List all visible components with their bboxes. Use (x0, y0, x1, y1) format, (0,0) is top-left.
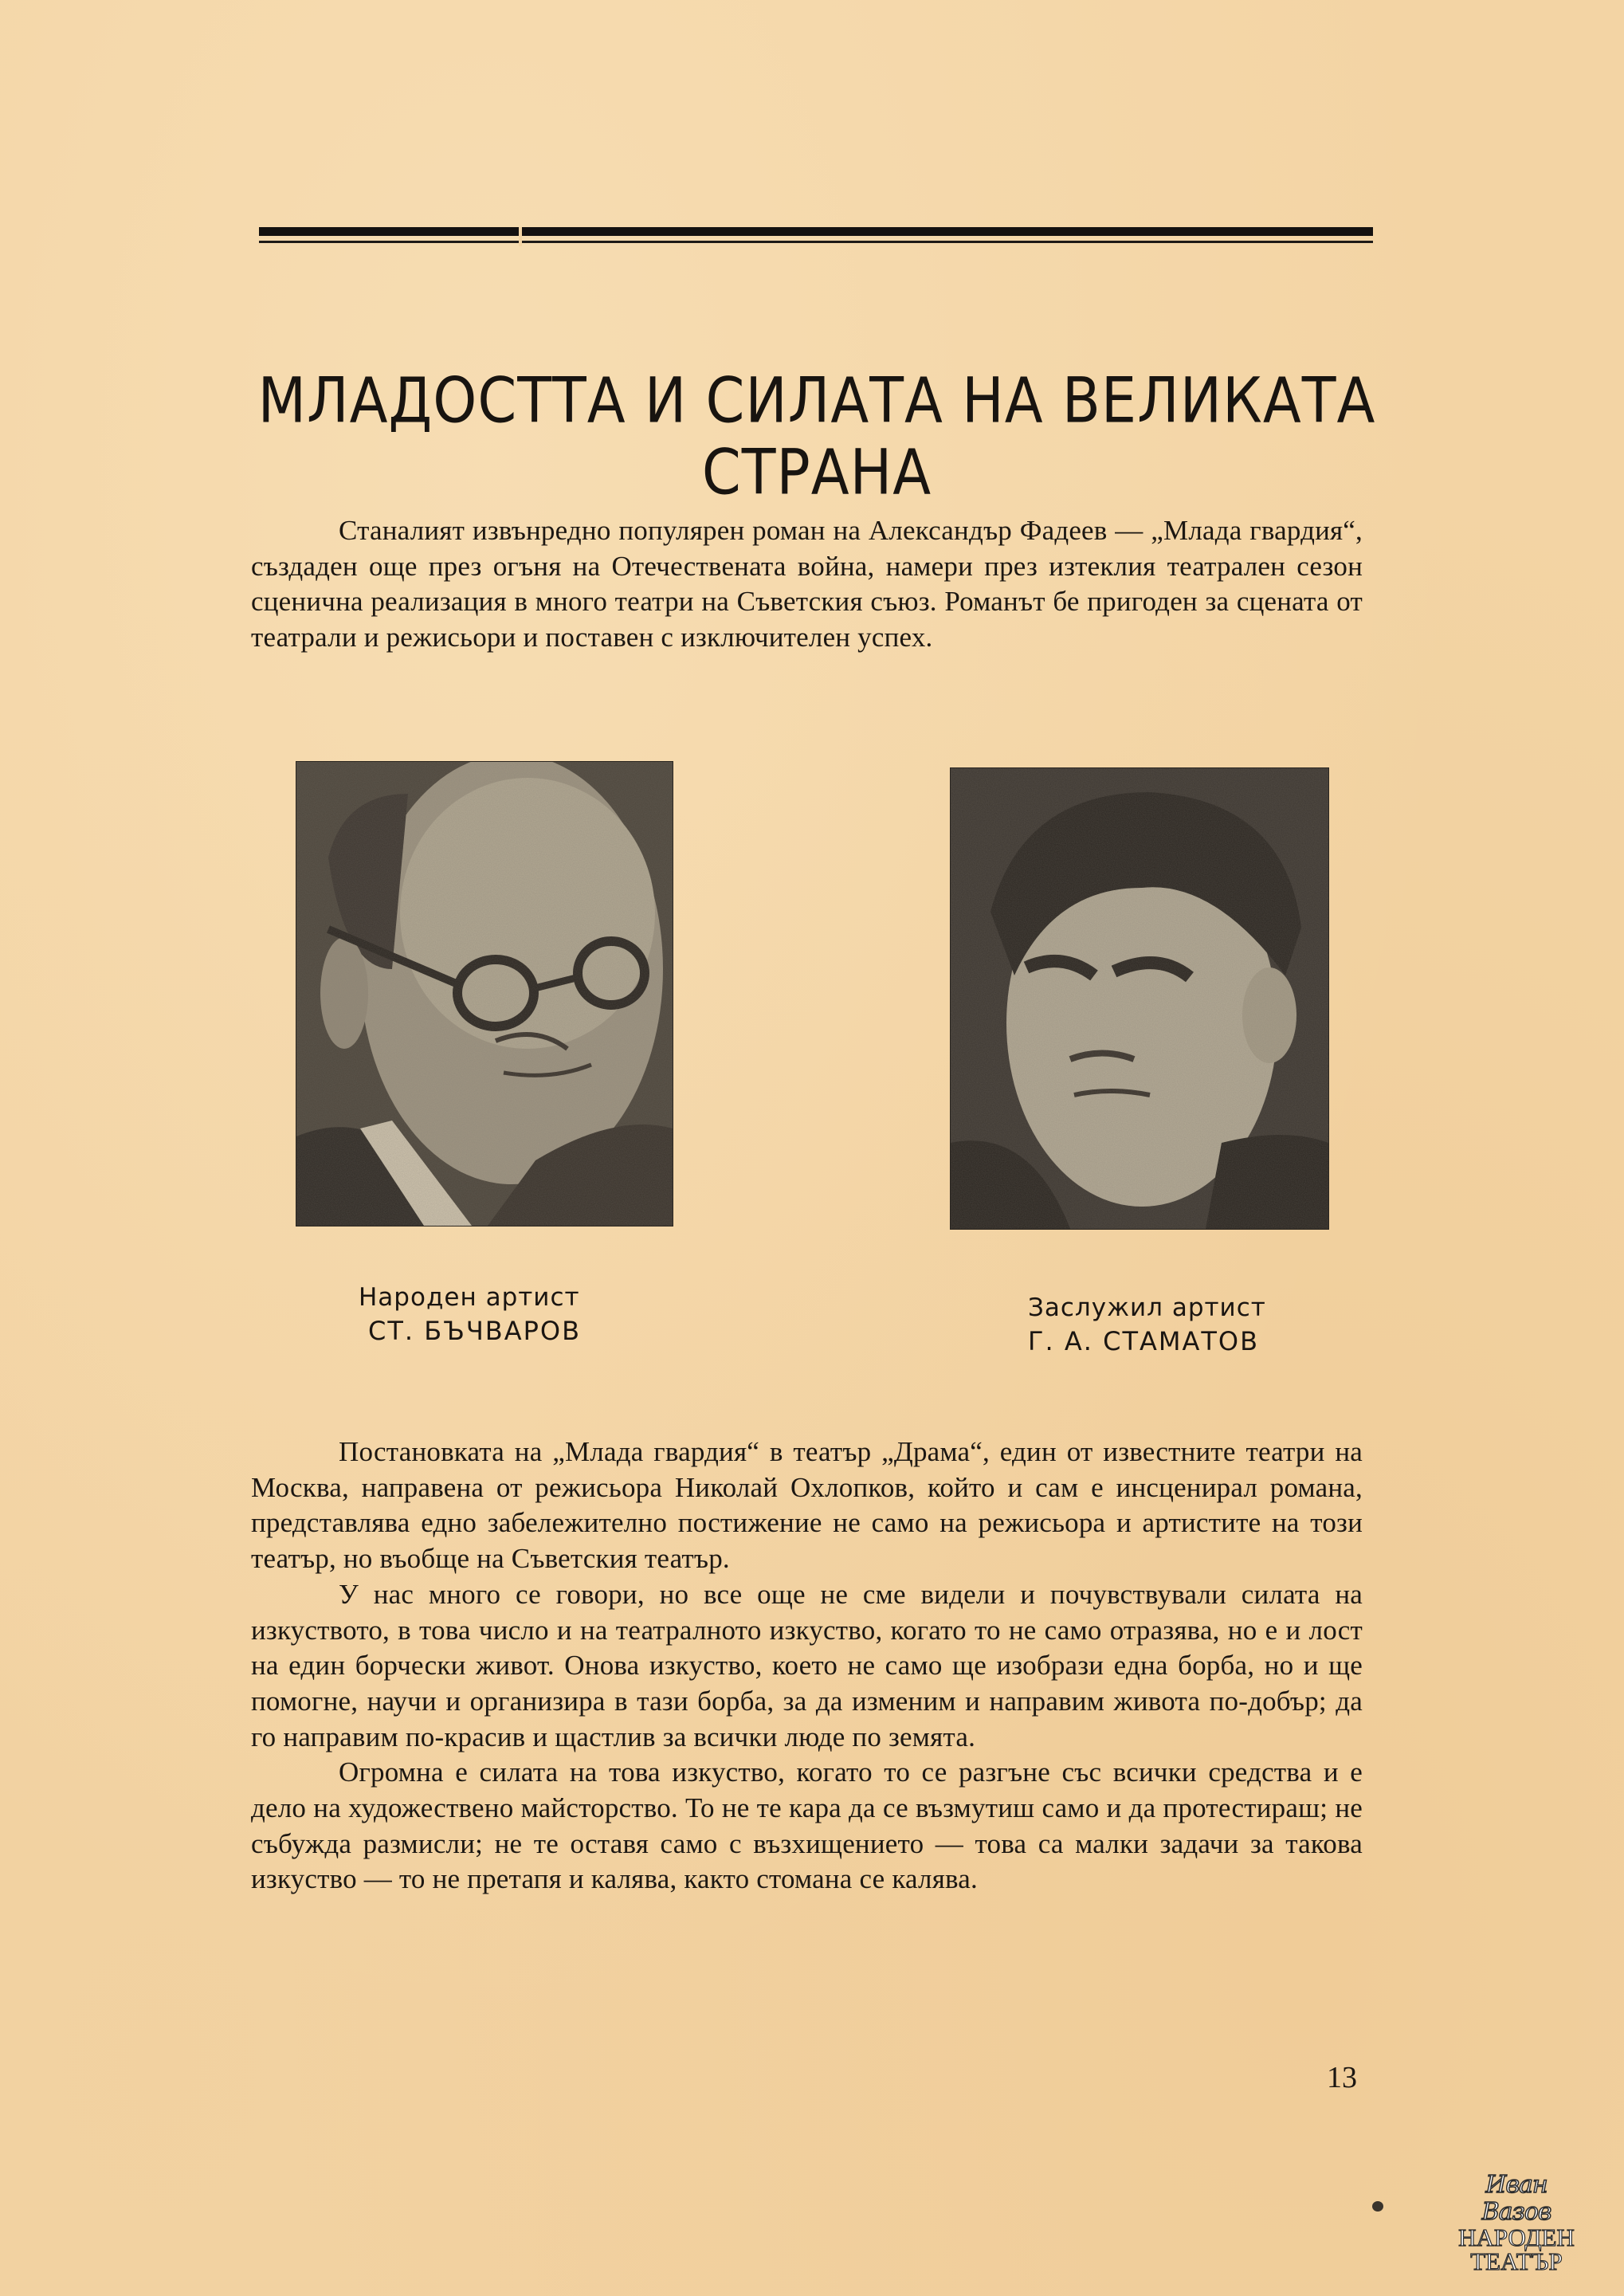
body-paragraph-3: Огромна е силата на това изкуство, когато то се разгъне със всички средства и е дело на художествено майсторство. То не те кара да се възмутиш само и да протестираш; не събужда размисли; не те оставя само с възхищението — това са малки задачи за такова изкуство — то не претапя и калява, както стомана се калява. (251, 1756, 1363, 1895)
watermark-logo (1449, 2172, 1584, 2274)
page-number: 13 (1327, 2061, 1357, 2094)
article-title (239, 365, 1395, 508)
caption-role: Народен артист (359, 1283, 580, 1312)
portrait-photo-bachvarov (296, 761, 673, 1226)
intro-paragraph-block (251, 513, 1363, 656)
caption-name: СТ. БЪЧВАРОВ (368, 1316, 582, 1346)
intro-paragraph: Станалият извънредно популярен роман на Александър Фадеев — „Млада гвардия“, създаден още през огъня на Отечествената война, намери през изтеклия театрален сезон сценична реализация в много театри на Съветския съюз. Романът бе пригоден за сцената от театрали и режисьори и поставен с изключителен успех. (251, 515, 1363, 653)
watermark-script: Иван Вазов (1481, 2171, 1551, 2226)
header-rule-thick (259, 227, 1373, 236)
ink-spot (1372, 2201, 1383, 2212)
portrait-stamatov-image (951, 768, 1328, 1229)
caption-name: Г. А. СТАМАТОВ (1028, 1326, 1260, 1356)
caption-bachvarov (359, 1281, 581, 1348)
header-rule-break (519, 227, 522, 246)
article-title-line-1: МЛАДОСТТА И СИЛАТА НА ВЕЛИКАТА (257, 363, 1376, 438)
portrait-photo-stamatov (950, 767, 1329, 1230)
header-rule (259, 227, 1373, 246)
watermark-line-1: НАРОДЕН (1458, 2223, 1575, 2251)
article-title-line-2: СТРАНА (701, 435, 932, 509)
body-paragraph-2: У нас много се говори, но все още не сме видели и почувствували силата на изкуството, в това число и на театралното изкуство, когато то не само отразява, но е и лост на един борчески живот. Онова изкуство, което не само ще изобрази една борба, но и ще помогне, научи и организира в тази борба, за да изменим и направим живота по-добър; да го направим по-красив и щастлив за всички люде по земята. (251, 1578, 1363, 1752)
watermark-line-2: ТЕАТЪР (1470, 2247, 1563, 2275)
portrait-bachvarov-image (296, 762, 673, 1226)
caption-role: Заслужил артист (1028, 1293, 1266, 1322)
caption-stamatov (1028, 1292, 1266, 1359)
body-paragraph-1: Постановката на „Млада гвардия“ в театър „Драма“, един от известните театри на Москва, направена от режисьора Николай Охлопков, който и сам е инсценирал романа, представлява едно забележително постижение не само на режисьора и артистите на този театър, но въобще на Съветския театър. (251, 1436, 1363, 1575)
header-rule-thin (259, 241, 1373, 243)
body-text (251, 1435, 1363, 1898)
